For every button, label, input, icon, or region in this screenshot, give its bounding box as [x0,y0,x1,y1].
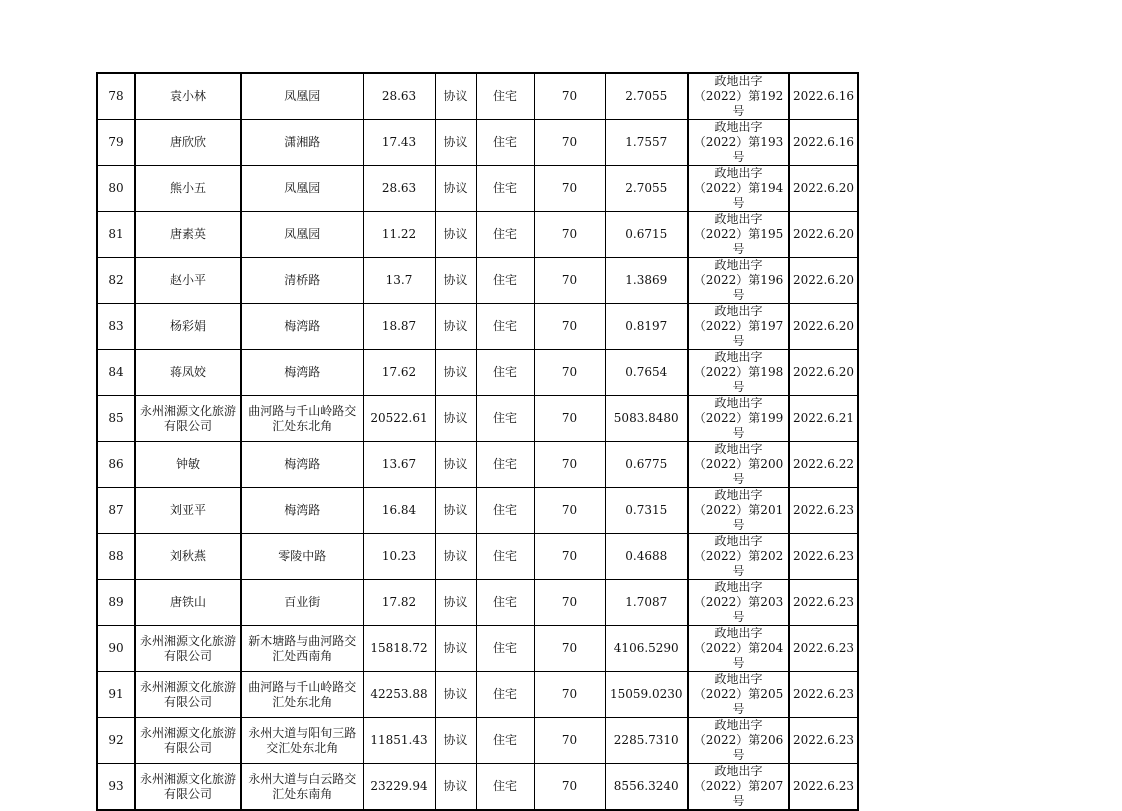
term-years-cell: 70 [534,166,605,212]
land-location-cell: 永州大道与阳旬三路交汇处东北角 [241,718,363,764]
approval-prefix: 政地出字 [714,442,763,456]
grantee-name-cell: 永州湘源文化旅游有限公司 [135,764,241,811]
table-row [97,350,858,396]
table-row [97,166,858,212]
land-location-cell: 永州大道与白云路交汇处东南角 [241,764,363,811]
approval-date-cell: 2022.6.23 [789,718,858,764]
approval-date-cell: 2022.6.23 [789,764,858,811]
land-use-cell: 住宅 [476,73,534,120]
grantee-name-cell: 袁小林 [135,73,241,120]
transfer-price-cell: 1.7557 [605,120,688,166]
term-years-cell: 70 [534,488,605,534]
land-area-cell: 23229.94 [363,764,435,811]
land-area-cell: 11.22 [363,212,435,258]
row-number-cell: 87 [97,488,135,534]
approval-date-cell: 2022.6.20 [789,350,858,396]
land-use-cell: 住宅 [476,212,534,258]
approval-date-cell: 2022.6.20 [789,258,858,304]
approval-number-cell [688,166,789,212]
transfer-method-cell: 协议 [435,764,476,811]
land-location-cell: 梅湾路 [241,488,363,534]
row-number-cell: 83 [97,304,135,350]
transfer-method-cell: 协议 [435,672,476,718]
grantee-name-cell: 杨彩娟 [135,304,241,350]
approval-prefix: 政地出字 [714,764,763,778]
approval-serial: （2022）第203号 [693,595,784,624]
grantee-name-cell: 蒋凤姣 [135,350,241,396]
grantee-name-cell: 唐欣欣 [135,120,241,166]
table-row [97,73,858,120]
table-row [97,718,858,764]
land-use-cell: 住宅 [476,718,534,764]
approval-number-cell [688,764,789,811]
term-years-cell: 70 [534,718,605,764]
grantee-name-cell: 赵小平 [135,258,241,304]
approval-serial: （2022）第204号 [693,641,784,670]
land-area-cell: 17.82 [363,580,435,626]
land-location-cell: 梅湾路 [241,304,363,350]
approval-prefix: 政地出字 [714,258,763,272]
row-number-cell: 91 [97,672,135,718]
row-number-cell: 85 [97,396,135,442]
approval-serial: （2022）第193号 [693,135,784,164]
transfer-method-cell: 协议 [435,258,476,304]
approval-date-cell: 2022.6.23 [789,672,858,718]
transfer-method-cell: 协议 [435,488,476,534]
land-location-cell: 零陵中路 [241,534,363,580]
row-number-cell: 93 [97,764,135,811]
land-use-cell: 住宅 [476,166,534,212]
approval-prefix: 政地出字 [714,120,763,134]
table-row [97,764,858,811]
term-years-cell: 70 [534,73,605,120]
approval-serial: （2022）第197号 [693,319,784,348]
approval-date-cell: 2022.6.23 [789,534,858,580]
land-area-cell: 13.67 [363,442,435,488]
table-row [97,258,858,304]
row-number-cell: 86 [97,442,135,488]
land-area-cell: 10.23 [363,534,435,580]
approval-prefix: 政地出字 [714,166,763,180]
row-number-cell: 81 [97,212,135,258]
approval-prefix: 政地出字 [714,580,763,594]
approval-serial: （2022）第200号 [693,457,784,486]
approval-number-cell [688,534,789,580]
grantee-name-cell: 熊小五 [135,166,241,212]
row-number-cell: 88 [97,534,135,580]
table-row [97,442,858,488]
grantee-name-cell: 唐素英 [135,212,241,258]
land-use-cell: 住宅 [476,350,534,396]
approval-number-cell [688,304,789,350]
transfer-method-cell: 协议 [435,304,476,350]
approval-date-cell: 2022.6.22 [789,442,858,488]
transfer-price-cell: 0.6715 [605,212,688,258]
table-row [97,580,858,626]
row-number-cell: 92 [97,718,135,764]
grantee-name-cell: 刘亚平 [135,488,241,534]
transfer-price-cell: 15059.0230 [605,672,688,718]
approval-prefix: 政地出字 [714,534,763,548]
approval-serial: （2022）第195号 [693,227,784,256]
grantee-name-cell: 钟敏 [135,442,241,488]
term-years-cell: 70 [534,534,605,580]
approval-date-cell: 2022.6.23 [789,580,858,626]
approval-number-cell [688,442,789,488]
term-years-cell: 70 [534,258,605,304]
land-location-cell: 凤凰园 [241,212,363,258]
term-years-cell: 70 [534,580,605,626]
land-location-cell: 凤凰园 [241,73,363,120]
transfer-method-cell: 协议 [435,580,476,626]
approval-date-cell: 2022.6.20 [789,166,858,212]
term-years-cell: 70 [534,626,605,672]
land-area-cell: 17.43 [363,120,435,166]
grantee-name-cell: 永州湘源文化旅游有限公司 [135,718,241,764]
row-number-cell: 82 [97,258,135,304]
approval-number-cell [688,488,789,534]
grantee-name-cell: 永州湘源文化旅游有限公司 [135,672,241,718]
land-area-cell: 18.87 [363,304,435,350]
approval-serial: （2022）第206号 [693,733,784,762]
term-years-cell: 70 [534,350,605,396]
transfer-method-cell: 协议 [435,166,476,212]
approval-serial: （2022）第192号 [693,89,784,118]
approval-date-cell: 2022.6.16 [789,120,858,166]
land-transfer-table [96,72,859,811]
grantee-name-cell: 永州湘源文化旅游有限公司 [135,626,241,672]
land-use-cell: 住宅 [476,258,534,304]
approval-prefix: 政地出字 [714,304,763,318]
transfer-price-cell: 8556.3240 [605,764,688,811]
table-row [97,120,858,166]
approval-number-cell [688,672,789,718]
row-number-cell: 89 [97,580,135,626]
approval-date-cell: 2022.6.21 [789,396,858,442]
land-location-cell: 百业街 [241,580,363,626]
land-location-cell: 潇湘路 [241,120,363,166]
term-years-cell: 70 [534,304,605,350]
approval-number-cell [688,580,789,626]
transfer-price-cell: 0.4688 [605,534,688,580]
row-number-cell: 84 [97,350,135,396]
row-number-cell: 80 [97,166,135,212]
land-area-cell: 15818.72 [363,626,435,672]
approval-number-cell [688,718,789,764]
approval-number-cell [688,120,789,166]
land-use-cell: 住宅 [476,580,534,626]
transfer-method-cell: 协议 [435,718,476,764]
transfer-price-cell: 2285.7310 [605,718,688,764]
land-use-cell: 住宅 [476,120,534,166]
term-years-cell: 70 [534,764,605,811]
transfer-method-cell: 协议 [435,534,476,580]
approval-number-cell [688,396,789,442]
approval-serial: （2022）第201号 [693,503,784,532]
row-number-cell: 90 [97,626,135,672]
table-row [97,212,858,258]
land-use-cell: 住宅 [476,442,534,488]
term-years-cell: 70 [534,120,605,166]
term-years-cell: 70 [534,442,605,488]
approval-number-cell [688,626,789,672]
table-row [97,304,858,350]
transfer-method-cell: 协议 [435,350,476,396]
land-use-cell: 住宅 [476,626,534,672]
transfer-price-cell: 0.8197 [605,304,688,350]
approval-number-cell [688,73,789,120]
approval-prefix: 政地出字 [714,672,763,686]
approval-prefix: 政地出字 [714,488,763,502]
approval-serial: （2022）第198号 [693,365,784,394]
transfer-price-cell: 0.6775 [605,442,688,488]
table-body [97,73,858,810]
land-use-cell: 住宅 [476,396,534,442]
approval-number-cell [688,212,789,258]
land-use-cell: 住宅 [476,764,534,811]
land-location-cell: 梅湾路 [241,442,363,488]
approval-prefix: 政地出字 [714,74,763,88]
approval-number-cell [688,350,789,396]
table-row [97,672,858,718]
land-area-cell: 28.63 [363,166,435,212]
land-area-cell: 42253.88 [363,672,435,718]
approval-number-cell [688,258,789,304]
land-location-cell: 清桥路 [241,258,363,304]
land-area-cell: 11851.43 [363,718,435,764]
approval-date-cell: 2022.6.23 [789,488,858,534]
transfer-price-cell: 0.7315 [605,488,688,534]
approval-serial: （2022）第194号 [693,181,784,210]
approval-prefix: 政地出字 [714,212,763,226]
approval-date-cell: 2022.6.20 [789,304,858,350]
approval-prefix: 政地出字 [714,350,763,364]
transfer-method-cell: 协议 [435,396,476,442]
land-area-cell: 16.84 [363,488,435,534]
row-number-cell: 78 [97,73,135,120]
approval-serial: （2022）第199号 [693,411,784,440]
land-use-cell: 住宅 [476,304,534,350]
term-years-cell: 70 [534,396,605,442]
land-area-cell: 13.7 [363,258,435,304]
land-location-cell: 新木塘路与曲河路交汇处西南角 [241,626,363,672]
transfer-price-cell: 1.3869 [605,258,688,304]
transfer-method-cell: 协议 [435,212,476,258]
transfer-price-cell: 0.7654 [605,350,688,396]
approval-date-cell: 2022.6.20 [789,212,858,258]
approval-prefix: 政地出字 [714,718,763,732]
approval-serial: （2022）第196号 [693,273,784,302]
transfer-price-cell: 5083.8480 [605,396,688,442]
land-area-cell: 17.62 [363,350,435,396]
transfer-price-cell: 1.7087 [605,580,688,626]
approval-date-cell: 2022.6.23 [789,626,858,672]
land-location-cell: 曲河路与千山岭路交汇处东北角 [241,396,363,442]
table-row [97,534,858,580]
land-location-cell: 梅湾路 [241,350,363,396]
approval-prefix: 政地出字 [714,396,763,410]
term-years-cell: 70 [534,672,605,718]
table-row [97,626,858,672]
transfer-price-cell: 4106.5290 [605,626,688,672]
transfer-method-cell: 协议 [435,442,476,488]
grantee-name-cell: 刘秋燕 [135,534,241,580]
term-years-cell: 70 [534,212,605,258]
land-use-cell: 住宅 [476,534,534,580]
transfer-price-cell: 2.7055 [605,166,688,212]
grantee-name-cell: 永州湘源文化旅游有限公司 [135,396,241,442]
land-location-cell: 曲河路与千山岭路交汇处东北角 [241,672,363,718]
approval-serial: （2022）第205号 [693,687,784,716]
approval-serial: （2022）第207号 [693,779,784,808]
approval-date-cell: 2022.6.16 [789,73,858,120]
land-location-cell: 凤凰园 [241,166,363,212]
row-number-cell: 79 [97,120,135,166]
transfer-method-cell: 协议 [435,120,476,166]
transfer-method-cell: 协议 [435,626,476,672]
approval-serial: （2022）第202号 [693,549,784,578]
land-use-cell: 住宅 [476,488,534,534]
land-area-cell: 28.63 [363,73,435,120]
land-area-cell: 20522.61 [363,396,435,442]
transfer-price-cell: 2.7055 [605,73,688,120]
grantee-name-cell: 唐铁山 [135,580,241,626]
table-row [97,488,858,534]
land-use-cell: 住宅 [476,672,534,718]
table-row [97,396,858,442]
approval-prefix: 政地出字 [714,626,763,640]
transfer-method-cell: 协议 [435,73,476,120]
